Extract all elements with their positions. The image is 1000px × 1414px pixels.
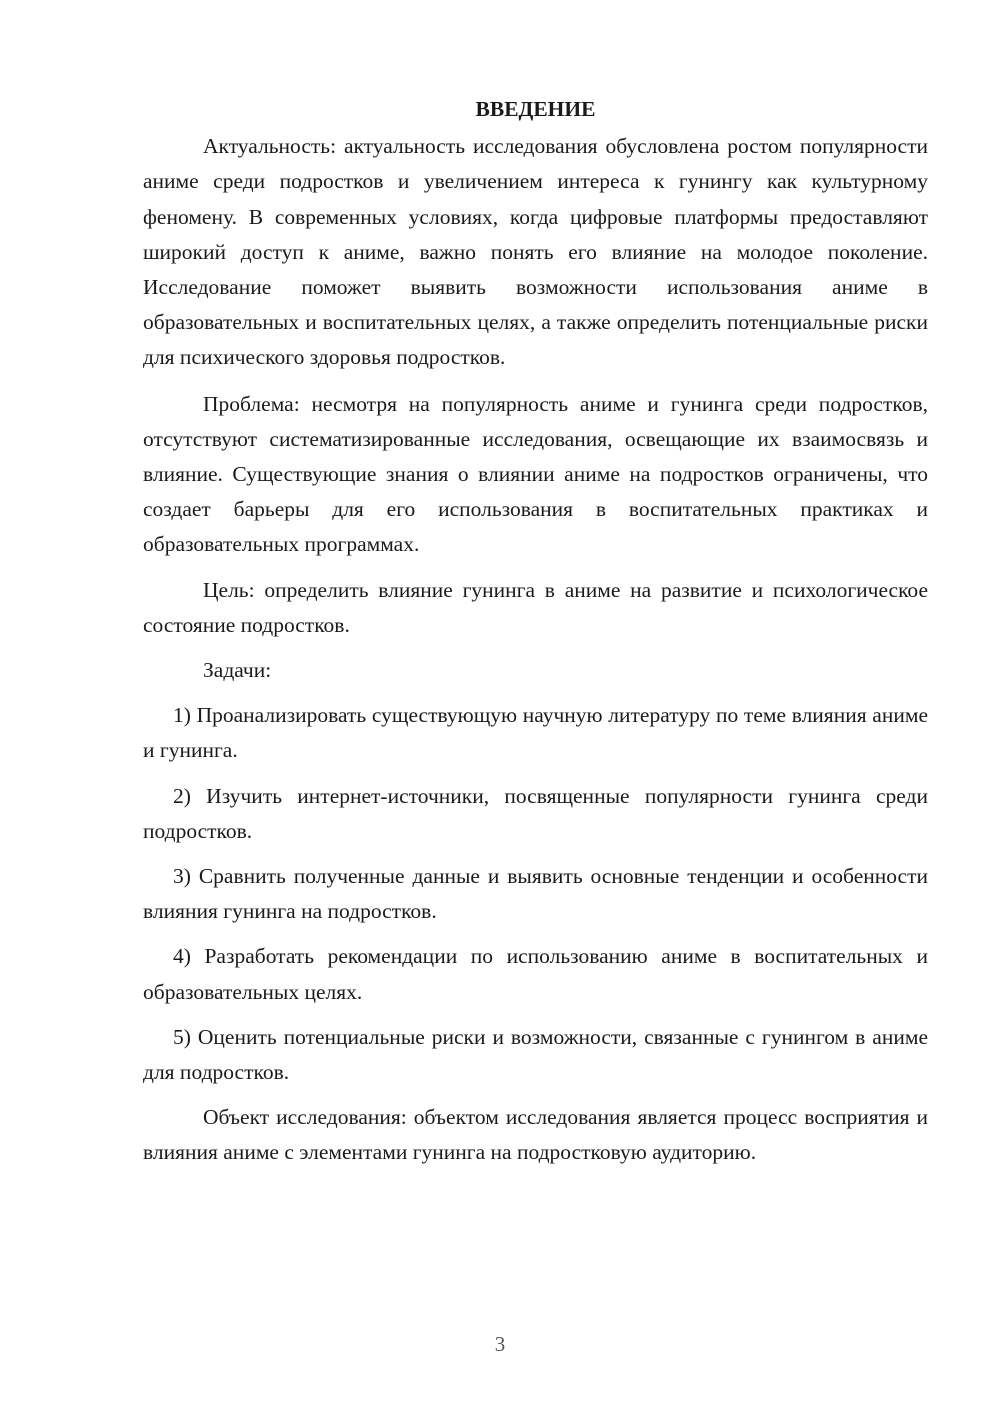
section-title: ВВЕДЕНИЕ	[475, 97, 596, 121]
paragraph-goal: Цель: определить влияние гунинга в аниме на развитие и психологическое состояние подростков.	[143, 577, 928, 637]
paragraph-problem: Проблема: несмотря на популярность аниме и гунинга среди подростков, отсутствуют систематизированные исследования, освещающие их взаимосвязь и влияние. Существующие знания о влиянии аниме на подростков ограничены, что создает барьеры для его использования в воспитательных практиках и образовательных программах.	[143, 391, 928, 557]
paragraph-relevance: Актуальность: актуальность исследования обусловлена ростом популярности аниме среди подростков и увеличением интереса к гунингу как культурному феномену. В современных условиях, когда цифровые платформы предоставляют широкий доступ к аниме, важно понять его влияние на молодое поколение. Исследование поможет выявить возможности использования аниме в образовательных и воспитательных целях, а также определить потенциальные риски для психического здоровья подростков.	[143, 134, 928, 370]
task-item-2: 2) Изучить интернет-источники, посвященные популярности гунинга среди подростков.	[143, 783, 928, 843]
tasks-heading: Задачи:	[203, 658, 272, 683]
page-content	[143, 92, 928, 1171]
task-item-1: 1) Проанализировать существующую научную литературу по теме влияния аниме и гунинга.	[143, 703, 928, 763]
task-item-5: 5) Оценить потенциальные риски и возможности, связанные с гунингом в аниме для подростков.	[143, 1024, 928, 1085]
page-number: 3	[494, 1332, 506, 1356]
task-item-4: 4) Разработать рекомендации по использованию аниме в воспитательных и образовательных целях.	[143, 944, 928, 1004]
task-item-3: 3) Сравнить полученные данные и выявить основные тенденции и особенности влияния гунинга на подростков.	[143, 864, 928, 924]
paragraph-object: Объект исследования: объектом исследования является процесс восприятия и влияния аниме с элементами гунинга на подростковую аудиторию.	[143, 1105, 928, 1165]
